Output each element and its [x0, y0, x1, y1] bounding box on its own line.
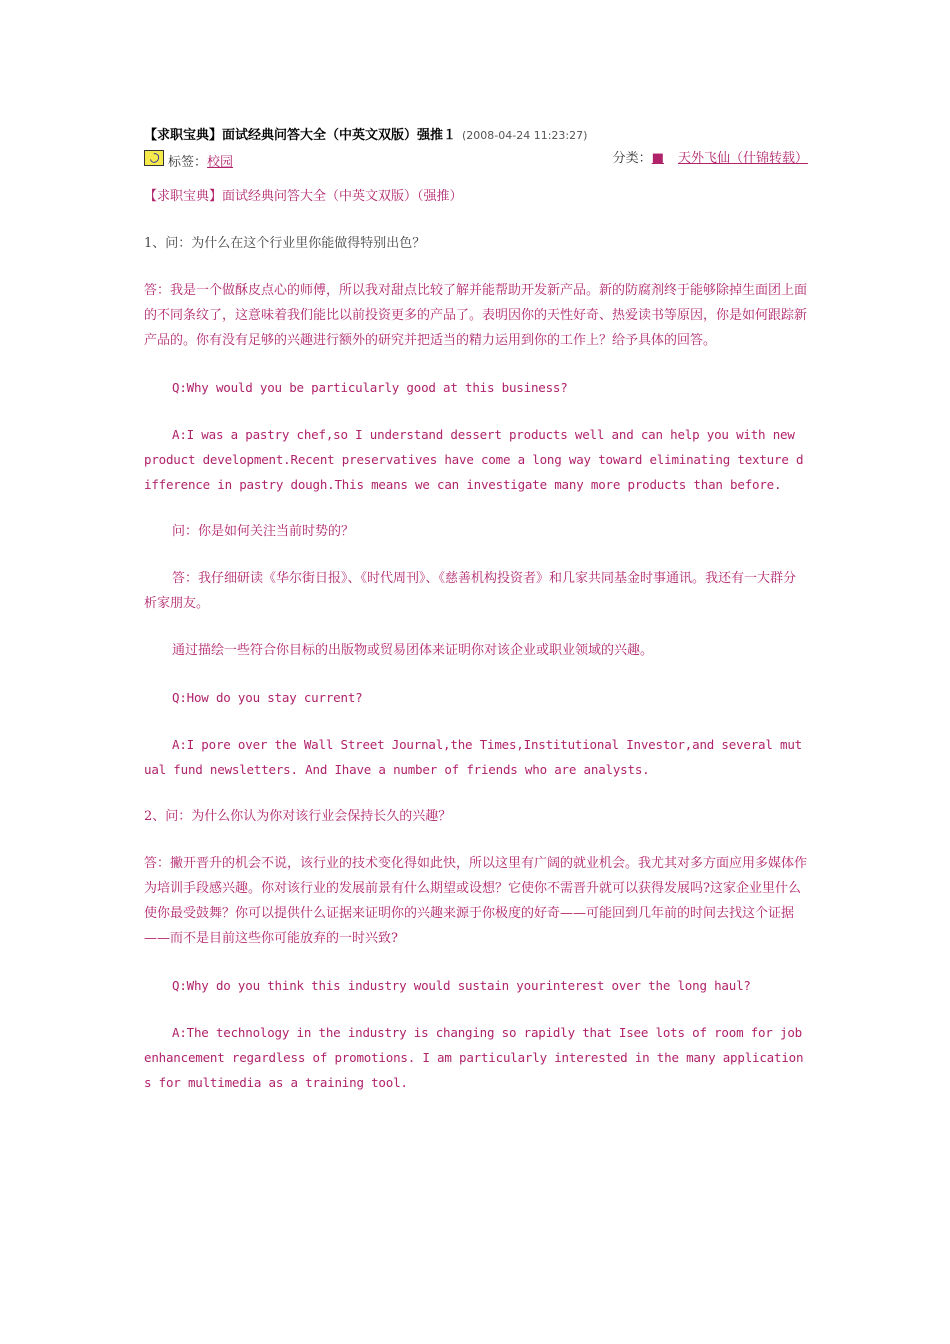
tag-icon — [144, 150, 164, 166]
category-label: 分类： — [612, 151, 652, 166]
tip-1-cn: 通过描绘一些符合你目标的出版物或贸易团体来证明你对该企业或职业领域的兴趣。 — [172, 643, 654, 658]
category-group — [613, 148, 808, 170]
answer-1b-en: A:I pore over the Wall Street Journal,the Times,Institutional Investor,and several mutual fund newsletters. And Ihave a number of friends who are analysts. — [144, 737, 803, 777]
answer-2-en: A:The technology in the industry is changing so rapidly that Isee lots of room for job enhancement regardless of promotions. I am particularly interested in the many applications for multimedia as a training tool. — [144, 1025, 804, 1090]
article-heading: 【求职宝典】面试经典问答大全（中英文双版）（强推） — [144, 189, 463, 204]
post-title: 【求职宝典】面试经典问答大全（中英文双版）强推１ — [144, 128, 457, 143]
category-square-icon: ■ — [651, 151, 664, 166]
question-2-en: Q:Why do you think this industry would sustain yourinterest over the long haul? — [172, 978, 751, 993]
post-meta — [144, 148, 808, 170]
question-1b-cn: 问：你是如何关注当前时势的？ — [172, 524, 355, 539]
category-name: 天外飞仙（什锦转载） — [677, 151, 808, 166]
article-page — [144, 126, 808, 1095]
question-1-cn: 1、问：为什么在这个行业里你能做得特别出色？ — [144, 236, 426, 251]
answer-1-en: A:I was a pastry chef,so I understand dessert products well and can help you with new product development.Recent preservatives have come a long way toward eliminating texture difference in pastry dough.This means we can investigate many more products than before. — [144, 427, 804, 492]
answer-1b-cn: 答：我仔细研读《华尔街日报》、《时代周刊》、《慈善机构投资者》和几家共同基金时事通讯。我还有一大群分析家朋友。 — [144, 571, 797, 611]
tag-link[interactable]: 校园 — [207, 155, 234, 170]
question-1-en: Q:Why would you be particularly good at this business? — [172, 380, 568, 395]
post-date: (2008-04-24 11:23:27) — [462, 129, 588, 142]
article-body — [144, 184, 808, 1095]
answer-2-cn: 答：撇开晋升的机会不说，该行业的技术变化得如此快，所以这里有广阔的就业机会。我尤其对多方面应用多媒体作为培训手段感兴趣。你对该行业的发展前景有什么期望或设想？它使你不需晋升就可以获得发展吗?这家企业里什么使你最受鼓舞？你可以提供什么证据来证明你的兴趣来源于你极度的好奇——可能回到几年前的时间去找这个证据——而不是目前这些你可能放弃的一时兴致? — [144, 856, 808, 946]
question-2-cn: 2、问：为什么你认为你对该行业会保持长久的兴趣？ — [144, 809, 452, 824]
question-1b-en: Q:How do you stay current? — [172, 690, 363, 705]
post-title-row — [144, 126, 808, 146]
category-link[interactable] — [652, 151, 808, 166]
answer-1-cn: 答：我是一个做酥皮点心的师傅，所以我对甜点比较了解并能帮助开发新产品。新的防腐剂终于能够除掉生面团上面的不同条纹了，这意味着我们能比以前投资更多的产品了。表明因你的天性好奇、热爱读书等原因，你是如何跟踪新产品的。你有没有足够的兴趣进行额外的研究并把适当的精力运用到你的工作上？给予具体的回答。 — [144, 283, 808, 348]
tag-group — [144, 148, 233, 170]
tag-label: 标签： — [168, 155, 208, 170]
